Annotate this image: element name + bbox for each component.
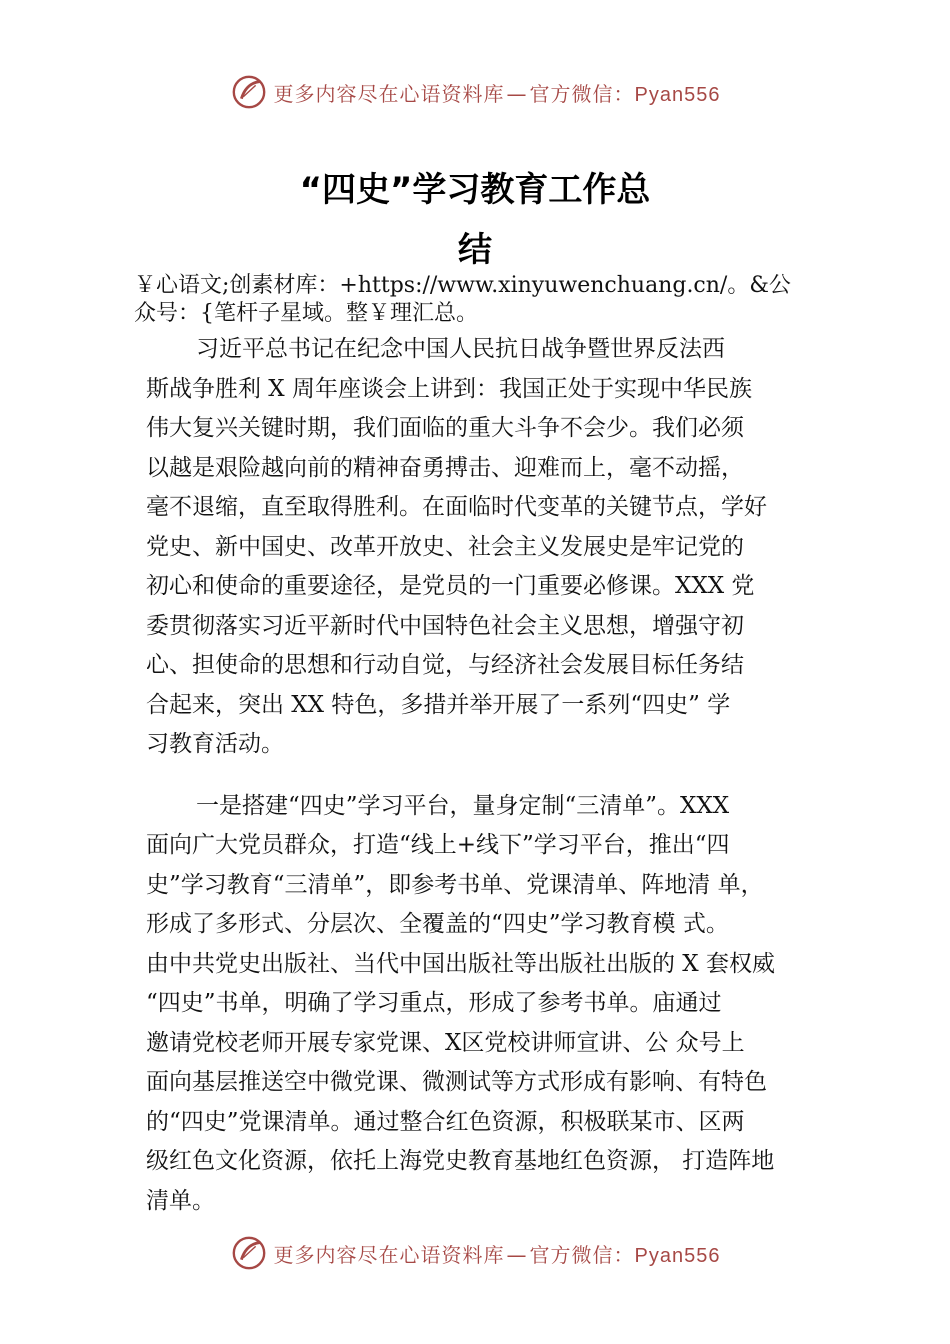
source-note — [134, 272, 854, 328]
text-line: 由中共党史出版社、当代中国出版社等出版社出版的 X 套权威 — [146, 950, 775, 977]
text-line: 级红色文化资源，依托上海党史教育基地红色资源， 打造阵地 — [146, 1148, 775, 1174]
text-line: 史”学习教育“三清单”，即参考书单、党课清单、阵地清 单， — [146, 871, 764, 898]
text-line: 习教育活动。 — [146, 731, 284, 757]
text-line: 以越是艰险越向前的精神奋勇搏击、迎难而上，毫不动摇， — [146, 454, 744, 481]
document-title-line-2: 结 — [458, 230, 492, 270]
document-title-line-1: “四史”学习教育工作总 — [299, 170, 651, 210]
logo-icon — [230, 73, 268, 111]
footer-banner — [0, 1231, 950, 1275]
text-line: 初心和使命的重要途径，是党员的一门重要必修课。XXX 党 — [146, 573, 755, 599]
body-text — [146, 330, 836, 1221]
text-line: 心、担使命的思想和行动自觉，与经济社会发展目标任务结 — [146, 652, 744, 678]
text-line: 委贯彻落实习近平新时代中国特色社会主义思想，增强守初 — [146, 612, 744, 639]
text-line: 邀请党校老师开展专家党课、X区党校讲师宣讲、公 众号上 — [146, 1029, 745, 1056]
text-line: 面向广大党员群众，打造“线上+线下”学习平台，推出“四 — [146, 832, 730, 858]
banner-text: 更多内容尽在心语资料库 — 官方微信：Pyan556 — [273, 81, 721, 106]
text-line: 合起来，突出 XX 特色，多措并举开展了一系列“四史” 学 — [146, 691, 731, 718]
text-line: 面向基层推送空中微党课、微测试等方式形成有影响、有特色 — [146, 1069, 767, 1095]
text-line: “四史”书单，明确了学习重点，形成了参考书单。庙通过 — [146, 990, 722, 1016]
source-note-line: 众号：{笔杆子星域。整￥理汇总。 — [134, 301, 478, 326]
text-line: 一是搭建“四史”学习平台，量身定制“三清单”。XXX — [196, 792, 730, 819]
text-line: 党史、新中国史、改革开放史、社会主义发展史是牢记党的 — [146, 533, 744, 560]
logo-icon — [230, 1234, 268, 1272]
header-banner — [0, 70, 950, 114]
banner-text: 更多内容尽在心语资料库 — 官方微信：Pyan556 — [273, 1242, 721, 1267]
text-line: 毫不退缩，直至取得胜利。在面临时代变革的关键节点，学好 — [146, 494, 767, 520]
text-line: 斯战争胜利 X 周年座谈会上讲到：我国正处于实现中华民族 — [146, 375, 752, 402]
source-note-line: ￥心语文;创素材库：+https://www.xinyuwenchuang.cn/。&公 — [134, 273, 791, 298]
text-line: 的“四史”党课清单。通过整合红色资源，积极联某市、区两 — [146, 1108, 745, 1135]
text-line: 习近平总书记在纪念中国人民抗日战争暨世界反法西 — [196, 336, 725, 362]
text-line: 清单。 — [146, 1187, 215, 1214]
paragraph-gap — [146, 765, 836, 787]
text-line: 伟大复兴关键时期，我们面临的重大斗争不会少。我们必须 — [146, 415, 744, 441]
text-line: 形成了多形式、分层次、全覆盖的“四史”学习教育模 式。 — [146, 911, 729, 937]
